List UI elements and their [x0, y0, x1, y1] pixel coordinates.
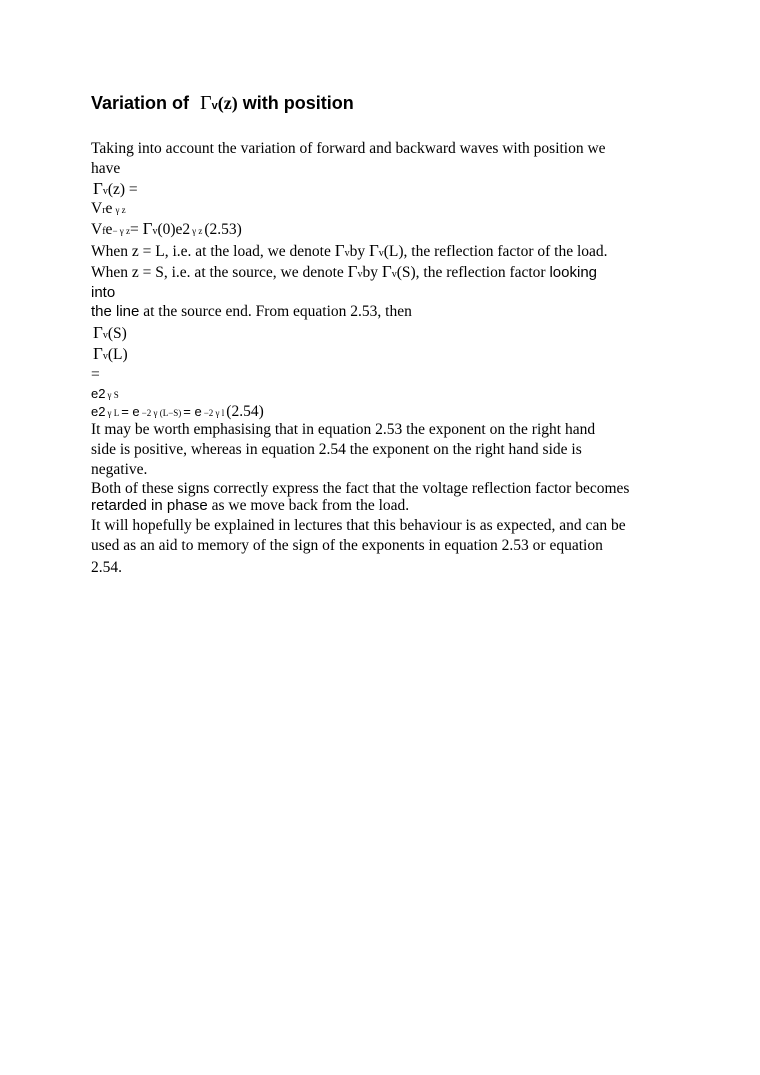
equation-text: = e [121, 404, 140, 419]
exponent: γ z [192, 226, 203, 236]
equation-numerator [91, 200, 126, 220]
text: by [349, 243, 366, 260]
ratio-numerator-2 [91, 385, 119, 404]
ratio-equals: = [91, 366, 100, 383]
text: (L), the reflection factor of the load. [383, 243, 608, 260]
gamma-symbol: Γ [93, 179, 103, 198]
equation-text: = e [183, 404, 202, 419]
gamma-symbol: Γ [347, 262, 358, 281]
paragraph-1-line-2: have [91, 160, 121, 177]
title-prefix: Variation of [91, 93, 190, 113]
voltage-symbol: V [91, 221, 103, 238]
paragraph-3-line-1: Both of these signs correctly express the fact that the voltage reflection factor becomes [91, 480, 630, 497]
voltage-symbol: V [91, 200, 103, 217]
equation-2-53 [91, 220, 242, 241]
paragraph-1-line-1: Taking into account the variation of forward and backward waves with position we [91, 140, 606, 157]
paragraph-4-line-3: 2.54. [91, 559, 122, 576]
gamma-subscript: v [357, 269, 363, 280]
gamma-symbol: Γ [334, 241, 345, 260]
equation-label: (2.53) [204, 221, 242, 238]
title-gamma-symbol: Γ [200, 92, 212, 114]
gamma-subscript: v [102, 186, 108, 197]
gamma-subscript: v [102, 351, 108, 362]
exponential-base: e [105, 200, 113, 217]
paragraph-2-line-3: negative. [91, 461, 148, 478]
text-sans: retarded in phase [91, 497, 208, 514]
gamma-subscript: v [344, 248, 350, 259]
title-suffix: with position [242, 93, 354, 113]
voltage-subscript: f [102, 226, 106, 237]
equals-sign: = [130, 221, 139, 238]
title-argument: (z) [217, 93, 238, 113]
text-sans: looking [549, 264, 598, 281]
paragraph-2-line-2: side is positive, whereas in equation 2.54 the exponent on the right hand side is [91, 441, 582, 458]
section-title [91, 92, 354, 115]
equation-text: (z) = [107, 181, 138, 198]
gamma-subscript: v [391, 269, 397, 280]
equation-2-54 [91, 403, 264, 422]
exponent: γ L [107, 408, 120, 418]
text: at the source end. From equation 2.53, then [143, 303, 412, 320]
exponent: −2 γ (L−S) [141, 408, 182, 418]
equation-text: (S) [107, 325, 127, 342]
gamma-symbol: Γ [368, 241, 379, 260]
gamma-symbol: Γ [381, 262, 392, 281]
gamma-subscript: v [378, 248, 384, 259]
exponent: γ S [107, 390, 119, 400]
ratio-numerator [93, 324, 127, 345]
text: (S), the reflection factor [396, 264, 546, 281]
text: by [362, 264, 378, 281]
exponential-base: e [105, 221, 113, 238]
equation-label: (2.54) [226, 403, 264, 420]
equation-text: e2 [91, 404, 106, 419]
source-definition-line [91, 263, 597, 284]
voltage-subscript: r [102, 205, 106, 216]
title-gamma-subscript: v [211, 100, 218, 112]
equation-text: (L) [107, 346, 128, 363]
paragraph-2-line-1: It may be worth emphasising that in equation 2.53 the exponent on the right hand [91, 421, 596, 438]
text: When z = S, i.e. at the source, we denote [91, 264, 344, 281]
text: as we move back from the load. [211, 497, 410, 514]
source-line-continuation: into [91, 284, 116, 301]
source-line-end [91, 303, 412, 321]
exponent: − γ z [112, 226, 130, 236]
gamma-symbol: Γ [142, 219, 153, 238]
equation-text: (0)e2 [157, 221, 191, 238]
gamma-symbol: Γ [93, 323, 103, 342]
text-sans: the line [91, 303, 140, 320]
exponent: γ z [115, 205, 126, 215]
text: When z = L, i.e. at the load, we denote [91, 243, 331, 260]
gamma-subscript: v [152, 226, 158, 237]
paragraph-4-line-1: It will hopefully be explained in lectures that this behaviour is as expected, and can be [91, 517, 626, 534]
exponent: −2 γ l [203, 408, 225, 418]
equation-text: e2 [91, 386, 106, 401]
load-definition-line [91, 242, 608, 263]
gamma-symbol: Γ [93, 344, 103, 363]
paragraph-4-line-2: used as an aid to memory of the sign of the exponents in equation 2.53 or equation [91, 537, 603, 554]
equation-gamma-z [93, 180, 138, 201]
ratio-denominator [93, 345, 128, 366]
paragraph-3-line-2 [91, 497, 409, 515]
gamma-subscript: v [102, 330, 108, 341]
